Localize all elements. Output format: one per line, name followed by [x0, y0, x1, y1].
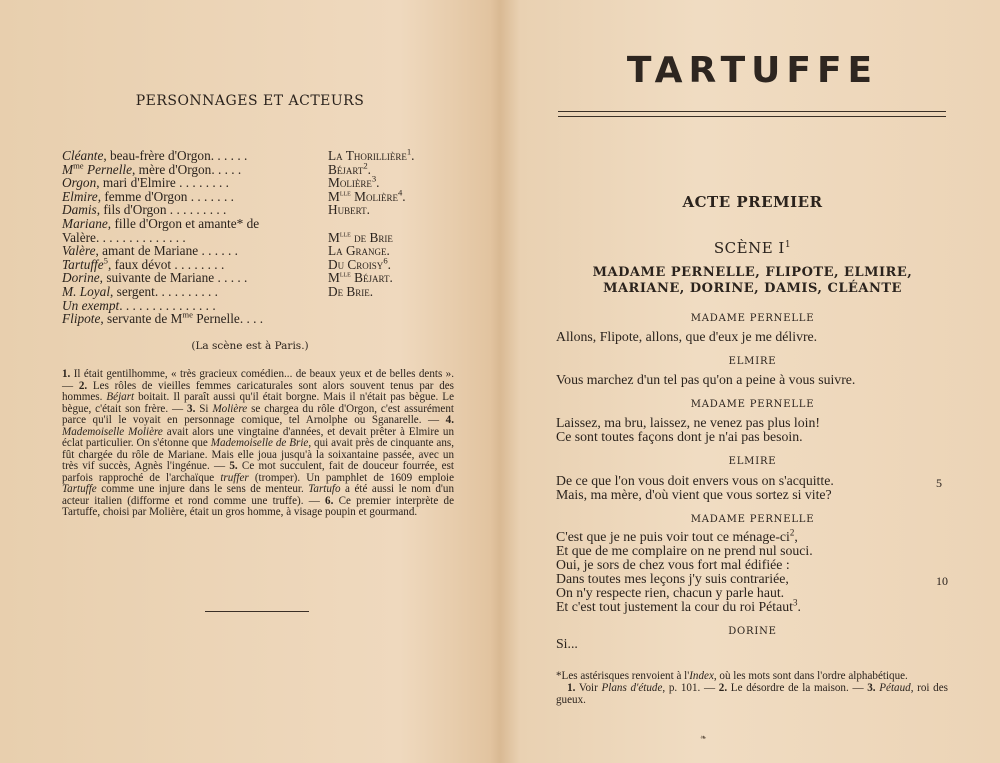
actor-name	[328, 244, 390, 258]
character-desc: , beau-frère d'Orgon. . . . . .	[103, 148, 248, 163]
verse-text: On n'y respecte rien, chacun y parle haut.	[556, 585, 785, 600]
scene-characters: MADAME PERNELLE, FLIPOTE, ELMIRE, MARIANE, DORINE, DAMIS, CLÉANTE	[592, 265, 913, 296]
footnote-ref: 2	[789, 527, 795, 538]
actor-text: La Thorillière	[328, 148, 407, 163]
cast-role	[62, 231, 186, 245]
character-name: Un exempt	[62, 297, 120, 313]
cast-list	[62, 146, 482, 327]
verse-line	[556, 599, 801, 615]
actor-name	[328, 203, 370, 217]
actor-punct: .	[387, 256, 391, 272]
cast-row	[62, 173, 482, 191]
character-desc: , femme d'Orgon . . . . . . .	[97, 188, 234, 204]
actor-name	[328, 228, 393, 245]
actor-text: Béjart	[328, 161, 364, 177]
actor-punct: .	[402, 188, 406, 204]
character-name: Mariane	[62, 215, 108, 231]
footnote-ref: 3	[371, 173, 377, 184]
cast-row	[62, 255, 482, 272]
verse-text: Et que de me complaire on ne prend nul souci.	[556, 543, 813, 558]
footnote-ref: 4	[397, 187, 403, 198]
verse-text: Ce sont toutes façons dont je n'ai pas besoin.	[556, 429, 803, 444]
cast-role	[62, 255, 225, 272]
cast-row	[62, 285, 482, 299]
scene-heading: SCÈNE $I^1$	[713, 239, 792, 257]
character-desc: , faux dévot . . . . . . . .	[107, 256, 225, 272]
actor-title-sup: lle	[339, 268, 351, 279]
actor-name	[328, 173, 380, 191]
actor-text: De Brie.	[328, 283, 374, 299]
cast-row	[62, 203, 482, 217]
actor-title: M	[328, 188, 340, 204]
cast-role	[62, 190, 234, 204]
character-name: Dorine	[62, 270, 100, 286]
line-number: 10	[936, 574, 948, 588]
actor-title-sup: lle	[339, 228, 351, 239]
verse-line	[556, 329, 817, 345]
actor-text: Molière	[328, 175, 372, 191]
character-desc: , mari d'Elmire . . . . . . . .	[96, 175, 229, 191]
verse-line	[556, 636, 578, 652]
character-desc: , suivante de Mariane . . . . .	[99, 270, 248, 286]
cast-row	[62, 146, 482, 163]
character-desc: , mère d'Orgon. . . . .	[132, 161, 242, 177]
cast-row	[62, 244, 482, 258]
cast-row	[62, 187, 482, 204]
actor-name	[328, 285, 373, 299]
character-name: Tartuffe	[62, 256, 104, 272]
actor-title: M	[328, 229, 340, 245]
verse-text: Mais, ma mère, d'où vient que vous sortez si vite?	[556, 487, 832, 502]
footnote-ref: 6	[383, 255, 388, 266]
verse-text: Allons, Flipote, allons, que d'eux je me délivre.	[556, 329, 818, 344]
character-desc: , fille d'Orgon et amante* de	[107, 215, 260, 231]
actor-title: M	[328, 270, 340, 286]
right-page	[505, 0, 1000, 763]
actor-punct: .	[411, 148, 415, 163]
speaker-name: ELMIRE	[728, 456, 777, 467]
actor-punct: .	[376, 175, 380, 191]
character-name: Damis	[62, 202, 97, 218]
cast-row	[62, 309, 482, 327]
character-desc: , servante de M	[100, 311, 183, 327]
footnote-ref: 1	[406, 146, 412, 157]
verse-punct: .	[797, 599, 801, 614]
cast-role	[62, 285, 218, 299]
left-divider	[205, 611, 309, 612]
cast-list-heading: PERSONNAGES ET ACTEURS	[135, 93, 365, 109]
speaker-name: DORINE	[728, 626, 777, 637]
character-desc: , amant de Mariane . . . . . .	[95, 243, 239, 259]
cast-role	[62, 309, 264, 327]
character-desc: . . . . . . . . . . . . . . .	[119, 297, 216, 313]
character-name: Valère	[62, 243, 96, 259]
actor-name	[328, 268, 393, 286]
character-desc: , fils d'Orgon . . . . . . . . .	[96, 202, 227, 218]
footnote-ref: 3	[792, 597, 798, 608]
page-ornament: ❧	[700, 733, 707, 742]
footnote-ref: 5	[103, 255, 108, 266]
line-number: 5	[936, 476, 942, 490]
cast-role	[62, 271, 247, 285]
character-desc: Valère. . . . . . . . . . . . . .	[62, 229, 186, 245]
character-name: Orgon	[62, 175, 97, 191]
character-name-sup: me	[73, 160, 84, 171]
character-desc-sup: me	[182, 309, 193, 320]
verse-text: Si...	[556, 636, 578, 651]
speaker-name: MADAME PERNELLE	[690, 399, 815, 410]
scene-location-note: (La scène est à Paris.)	[191, 340, 309, 352]
verse-text: Dans toutes mes leçons j'y suis contrariée,	[556, 571, 789, 586]
speaker-name: MADAME PERNELLE	[690, 313, 815, 324]
character-desc: Pernelle. . . .	[192, 311, 264, 327]
verse-text: C'est que je ne puis voir tout ce ménage-ci	[556, 529, 790, 544]
cast-role	[62, 244, 238, 258]
character-name: Elmire	[62, 188, 98, 204]
actor-text: La Grange.	[328, 243, 390, 259]
actor-text: Du Croisy	[328, 256, 384, 272]
cast-role	[62, 160, 242, 177]
footnote-ref: 2	[363, 160, 368, 171]
left-footnotes: 1. Il était gentilhomme, « très gracieux comédien... de beaux yeux et de belles dents ». — 2. Les rôles de vieilles femmes caricaturales sont alors souvent tenus par des hommes. Béjart boitait. Il paraît aussi qu'il était borgne. Mais il n'était pas bègue. Le bègue, c'était son frère. — 3. Si Molière se chargea du rôle d'Orgon, c'est assurément parce qu'il le voyait en personnage comique, tel Arnolphe ou Sganarelle. — 4. Mademoiselle Molière avait alors une vingtaine d'années, et devait prêter à Elmire un éclat particulier. On s'étonne que Mademoiselle de Brie, qui avait près de cinquante ans, fût chargée du rôle de Mariane. Mais elle joua jusqu'à la soixantaine passée, avec un très vif succès, Agnès l'ingénue. — 5. Ce mot succulent, fait de douceur fourrée, est parfois rapproché de l'archaïque truffer (tromper). Un pamphlet de 1609 emploie Tartuffe comme une injure dans le sens de menteur. Tartufo a été aussi le nom d'un acteur italien (difforme et rond comme une truffe). — 6. Ce premier interprète de Tartuffe, choisi par Molière, était un gros homme, à visage poupin et gourmand.	[62, 368, 454, 518]
actor-text: de Brie	[350, 229, 393, 245]
play-title: TARTUFFE	[626, 50, 879, 91]
cast-row	[62, 217, 482, 231]
verse-line	[556, 372, 855, 388]
actor-text: Hubert.	[328, 202, 370, 218]
speaker-name: MADAME PERNELLE	[690, 514, 815, 525]
verse-line	[556, 487, 832, 503]
cast-row	[62, 228, 482, 245]
verse-line	[556, 429, 803, 445]
act-heading: ACTE PREMIER	[682, 193, 823, 211]
speaker-name: ELMIRE	[728, 356, 777, 367]
verse-text: De ce que l'on vous doit envers vous on s'acquitte.	[556, 473, 834, 488]
actor-text: Molière	[350, 188, 398, 204]
character-name: M. Loyal	[62, 283, 111, 299]
actor-name	[328, 146, 415, 163]
verse-text: Laissez, ma bru, laissez, ne venez pas plus loin!	[556, 415, 820, 430]
right-footnotes: *Les astérisques renvoient à l'Index, où les mots sont dans l'ordre alphabétique. 1. Voir Plans d'étude, p. 101. — 2. Le désordre de la maison. — 3. Pétaud, roi des gueux.	[556, 670, 948, 706]
actor-name	[328, 187, 406, 204]
verse-punct: ,	[794, 529, 798, 544]
verse-text: Et c'est tout justement la cour du roi Pétaut	[556, 599, 793, 614]
character-name: M	[62, 161, 74, 177]
cast-role	[62, 217, 259, 231]
cast-role	[62, 203, 226, 217]
actor-punct: .	[367, 161, 371, 177]
cast-row	[62, 160, 482, 177]
character-desc: , sergent. . . . . . . . . .	[110, 283, 218, 299]
cast-role	[62, 176, 229, 190]
verse-text: Oui, je sors de chez vous fort mal édifiée :	[556, 557, 790, 572]
cast-role	[62, 149, 247, 163]
title-double-rule	[558, 111, 946, 117]
character-name: Flipote	[62, 311, 101, 327]
cast-row	[62, 268, 482, 286]
actor-text: Béjart.	[350, 270, 393, 286]
character-name: Pernelle	[83, 161, 132, 177]
character-name: Cléante	[62, 148, 104, 163]
verse-text: Vous marchez d'un tel pas qu'on a peine à vous suivre.	[556, 372, 856, 387]
actor-title-sup: lle	[339, 187, 351, 198]
